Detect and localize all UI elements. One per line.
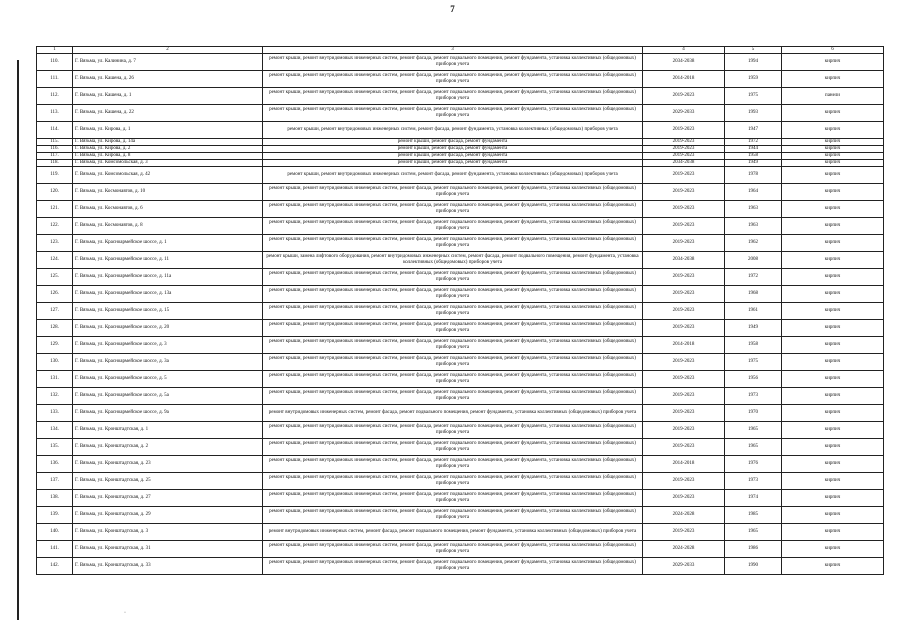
row-number: 124. bbox=[37, 252, 73, 269]
table-row bbox=[37, 122, 884, 139]
wall-material-cell: кирпич bbox=[782, 507, 884, 524]
row-number: 125. bbox=[37, 269, 73, 286]
build-year-cell: 1970 bbox=[725, 405, 782, 422]
table-row bbox=[37, 320, 884, 337]
address-cell: Г. Вязьма, ул. Красноармейское шоссе, д. 5 bbox=[73, 371, 263, 388]
repair-period-cell: 2019-2023 bbox=[643, 439, 725, 456]
address-cell: Г. Вязьма, ул. Кронштадтская, д. 3 bbox=[73, 524, 263, 541]
table-row bbox=[37, 354, 884, 371]
table-row bbox=[37, 201, 884, 218]
wall-material-cell: кирпич bbox=[782, 490, 884, 507]
wall-material-cell: кирпич bbox=[782, 184, 884, 201]
work-list-cell: ремонт крыши, ремонт внутридомовых инженерных систем, ремонт фасада, ремонт подвального помещения, ремонт фундамента, установка коллективных (общедомовых) приборов учета bbox=[263, 71, 643, 88]
table-row bbox=[37, 235, 884, 252]
table-row bbox=[37, 371, 884, 388]
build-year-cell: 1972 bbox=[725, 139, 782, 146]
address-cell: Г. Вязьма, ул. Кронштадтская, д. 33 bbox=[73, 558, 263, 575]
address-cell: Г. Вязьма, ул. Кирова, д. 8 bbox=[73, 153, 263, 160]
wall-material-cell: кирпич bbox=[782, 303, 884, 320]
table-row bbox=[37, 160, 884, 167]
table-row bbox=[37, 388, 884, 405]
build-year-cell: 1986 bbox=[725, 541, 782, 558]
table-row bbox=[37, 490, 884, 507]
row-number: 129. bbox=[37, 337, 73, 354]
table-row bbox=[37, 558, 884, 575]
build-year-cell: 1985 bbox=[725, 507, 782, 524]
build-year-cell: 1978 bbox=[725, 167, 782, 184]
repair-period-cell: 2019-2023 bbox=[643, 422, 725, 439]
address-cell: Г. Вязьма, ул. Комсомольская, д. 42 bbox=[73, 167, 263, 184]
work-list-cell: ремонт крыши, ремонт внутридомовых инженерных систем, ремонт фасада, ремонт подвального помещения, ремонт фундамента, установка коллективных (общедомовых) приборов учета bbox=[263, 286, 643, 303]
row-number: 141. bbox=[37, 541, 73, 558]
build-year-cell: 1962 bbox=[725, 235, 782, 252]
work-list-cell: ремонт крыши, ремонт внутридомовых инженерных систем, ремонт фасада, ремонт подвального помещения, ремонт фундамента, установка коллективных (общедомовых) приборов учета bbox=[263, 320, 643, 337]
row-number: 120. bbox=[37, 184, 73, 201]
work-list-cell: ремонт крыши, ремонт внутридомовых инженерных систем, ремонт фасада, ремонт подвального помещения, ремонт фундамента, установка коллективных (общедомовых) приборов учета bbox=[263, 473, 643, 490]
wall-material-cell: кирпич bbox=[782, 122, 884, 139]
address-cell: Г. Вязьма, ул. Красноармейское шоссе, д. 15 bbox=[73, 303, 263, 320]
row-number: 123. bbox=[37, 235, 73, 252]
repair-period-cell: 2029-2033 bbox=[643, 105, 725, 122]
build-year-cell: 1949 bbox=[725, 320, 782, 337]
address-cell: Г. Вязьма, ул. Космонавтов, д. 6 bbox=[73, 201, 263, 218]
build-year-cell: 1974 bbox=[725, 490, 782, 507]
stray-mark: · bbox=[124, 610, 126, 616]
table-row bbox=[37, 88, 884, 105]
address-cell: Г. Вязьма, ул. Комсомольская, д. 3 bbox=[73, 160, 263, 167]
table-row bbox=[37, 71, 884, 88]
repair-period-cell: 2019-2023 bbox=[643, 88, 725, 105]
work-list-cell: ремонт крыши, ремонт внутридомовых инженерных систем, ремонт фасада, ремонт подвального помещения, ремонт фундамента, установка коллективных (общедомовых) приборов учета bbox=[263, 507, 643, 524]
wall-material-cell: кирпич bbox=[782, 153, 884, 160]
build-year-cell: 1947 bbox=[725, 122, 782, 139]
address-cell: Г. Вязьма, ул. Кронштадтская, д. 29 bbox=[73, 507, 263, 524]
build-year-cell: 1965 bbox=[725, 439, 782, 456]
row-number: 136. bbox=[37, 456, 73, 473]
build-year-cell: 1973 bbox=[725, 388, 782, 405]
repair-period-cell: 2019-2023 bbox=[643, 167, 725, 184]
row-number: 112. bbox=[37, 88, 73, 105]
build-year-cell: 1958 bbox=[725, 153, 782, 160]
work-list-cell: ремонт крыши, ремонт внутридомовых инженерных систем, ремонт фасада, ремонт подвального помещения, ремонт фундамента, установка коллективных (общедомовых) приборов учета bbox=[263, 354, 643, 371]
build-year-cell: 1975 bbox=[725, 354, 782, 371]
row-number: 140. bbox=[37, 524, 73, 541]
wall-material-cell: кирпич bbox=[782, 160, 884, 167]
address-cell: Г. Вязьма, ул. Космонавтов, д. 8 bbox=[73, 218, 263, 235]
wall-material-cell: кирпич bbox=[782, 252, 884, 269]
table-body bbox=[37, 54, 884, 575]
build-year-cell: 1963 bbox=[725, 218, 782, 235]
repair-period-cell: 2019-2023 bbox=[643, 139, 725, 146]
table-row bbox=[37, 167, 884, 184]
wall-material-cell: кирпич bbox=[782, 456, 884, 473]
row-number: 111. bbox=[37, 71, 73, 88]
table-row bbox=[37, 541, 884, 558]
build-year-cell: 1956 bbox=[725, 371, 782, 388]
row-number: 119. bbox=[37, 167, 73, 184]
repair-period-cell: 2034-2038 bbox=[643, 160, 725, 167]
wall-material-cell: кирпич bbox=[782, 218, 884, 235]
wall-material-cell: кирпич bbox=[782, 371, 884, 388]
work-list-cell: ремонт внутридомовых инженерных систем, ремонт фасада, ремонт подвального помещения, ремонт фундамента, установка коллективных (общедомовых) приборов учета bbox=[263, 405, 643, 422]
wall-material-cell: кирпич bbox=[782, 354, 884, 371]
row-number: 121. bbox=[37, 201, 73, 218]
repair-period-cell: 2019-2023 bbox=[643, 153, 725, 160]
address-cell: Г. Вязьма, ул. Красноармейское шоссе, д. 20 bbox=[73, 320, 263, 337]
table-row bbox=[37, 286, 884, 303]
build-year-cell: 1973 bbox=[725, 473, 782, 490]
table-row bbox=[37, 218, 884, 235]
work-list-cell: ремонт крыши, ремонт внутридомовых инженерных систем, ремонт фасада, ремонт подвального помещения, ремонт фундамента, установка коллективных (общедомовых) приборов учета bbox=[263, 558, 643, 575]
table-row bbox=[37, 439, 884, 456]
wall-material-cell: кирпич bbox=[782, 105, 884, 122]
repair-period-cell: 2019-2023 bbox=[643, 473, 725, 490]
build-year-cell: 1965 bbox=[725, 524, 782, 541]
build-year-cell: 1993 bbox=[725, 105, 782, 122]
table-row bbox=[37, 184, 884, 201]
row-number: 128. bbox=[37, 320, 73, 337]
work-list-cell: ремонт крыши, ремонт внутридомовых инженерных систем, ремонт фасада, ремонт подвального помещения, ремонт фундамента, установка коллективных (общедомовых) приборов учета bbox=[263, 218, 643, 235]
repair-period-cell: 2019-2023 bbox=[643, 320, 725, 337]
work-list-cell: ремонт крыши, ремонт фасада, ремонт фундамента bbox=[263, 153, 643, 160]
column-header: 5 bbox=[725, 47, 782, 54]
column-header: 6 bbox=[782, 47, 884, 54]
work-list-cell: ремонт крыши, ремонт фасада, ремонт фундамента bbox=[263, 146, 643, 153]
column-header: 2 bbox=[73, 47, 263, 54]
address-cell: Г. Вязьма, ул. Кронштадтская, д. 31 bbox=[73, 541, 263, 558]
work-list-cell: ремонт крыши, ремонт внутридомовых инженерных систем, ремонт фасада, ремонт подвального помещения, ремонт фундамента, установка коллективных (общедомовых) приборов учета bbox=[263, 88, 643, 105]
build-year-cell: 1972 bbox=[725, 269, 782, 286]
wall-material-cell: кирпич bbox=[782, 201, 884, 218]
build-year-cell: 1959 bbox=[725, 71, 782, 88]
table-row bbox=[37, 405, 884, 422]
build-year-cell: 1961 bbox=[725, 303, 782, 320]
address-cell: Г. Вязьма, ул. Кронштадтская, д. 2 bbox=[73, 439, 263, 456]
work-list-cell: ремонт крыши, ремонт внутридомовых инженерных систем, ремонт фасада, ремонт подвального помещения, ремонт фундамента, установка коллективных (общедомовых) приборов учета bbox=[263, 541, 643, 558]
address-cell: Г. Вязьма, ул. Кашена, д. 26 bbox=[73, 71, 263, 88]
work-list-cell: ремонт крыши, ремонт внутридомовых инженерных систем, ремонт фасада, ремонт подвального помещения, ремонт фундамента, установка коллективных (общедомовых) приборов учета bbox=[263, 184, 643, 201]
table-row bbox=[37, 153, 884, 160]
work-list-cell: ремонт крыши, ремонт внутридомовых инженерных систем, ремонт фасада, ремонт подвального помещения, ремонт фундамента, установка коллективных (общедомовых) приборов учета bbox=[263, 303, 643, 320]
wall-material-cell: кирпич bbox=[782, 269, 884, 286]
build-year-cell: 1990 bbox=[725, 558, 782, 575]
table-row bbox=[37, 524, 884, 541]
build-year-cell: 1994 bbox=[725, 54, 782, 71]
repair-period-cell: 2024-2028 bbox=[643, 507, 725, 524]
row-number: 114. bbox=[37, 122, 73, 139]
table-row bbox=[37, 422, 884, 439]
address-cell: Г. Вязьма, ул. Красноармейское шоссе, д. 13а bbox=[73, 286, 263, 303]
housing-repair-table bbox=[36, 46, 884, 575]
row-number: 127. bbox=[37, 303, 73, 320]
row-number: 130. bbox=[37, 354, 73, 371]
wall-material-cell: кирпич bbox=[782, 405, 884, 422]
wall-material-cell: кирпич bbox=[782, 286, 884, 303]
row-number: 142. bbox=[37, 558, 73, 575]
column-header: 4 bbox=[643, 47, 725, 54]
repair-period-cell: 2019-2023 bbox=[643, 269, 725, 286]
wall-material-cell: кирпич bbox=[782, 337, 884, 354]
repair-period-cell: 2019-2023 bbox=[643, 146, 725, 153]
page-number: 7 bbox=[450, 4, 455, 14]
row-number: 135. bbox=[37, 439, 73, 456]
address-cell: Г. Вязьма, ул. Космонавтов, д. 10 bbox=[73, 184, 263, 201]
table-row bbox=[37, 54, 884, 71]
column-header: 3 bbox=[263, 47, 643, 54]
address-cell: Г. Вязьма, ул. Кашена, д. 1 bbox=[73, 88, 263, 105]
address-cell: Г. Вязьма, ул. Кирова, д. 2 bbox=[73, 146, 263, 153]
work-list-cell: ремонт крыши, ремонт внутридомовых инженерных систем, ремонт фасада, ремонт фундамента, установка коллективных (общедомовых) приборов учета bbox=[263, 122, 643, 139]
repair-period-cell: 2034-2038 bbox=[643, 54, 725, 71]
address-cell: Г. Вязьма, ул. Кашена, д. 22 bbox=[73, 105, 263, 122]
row-number: 118. bbox=[37, 160, 73, 167]
address-cell: Г. Вязьма, ул. Красноармейское шоссе, д. 9а bbox=[73, 405, 263, 422]
build-year-cell: 1949 bbox=[725, 160, 782, 167]
work-list-cell: ремонт крыши, замена лифтового оборудования, ремонт внутридомовых инженерных систем, ремонт фасада, ремонт подвального помещения, ремонт фундамента, установка коллективных (общедомовых) приборов учета bbox=[263, 252, 643, 269]
row-number: 131. bbox=[37, 371, 73, 388]
wall-material-cell: кирпич bbox=[782, 235, 884, 252]
address-cell: Г. Вязьма, ул. Красноармейское шоссе, д. 3 bbox=[73, 337, 263, 354]
row-number: 110. bbox=[37, 54, 73, 71]
repair-period-cell: 2019-2023 bbox=[643, 286, 725, 303]
row-number: 134. bbox=[37, 422, 73, 439]
wall-material-cell: кирпич bbox=[782, 167, 884, 184]
work-list-cell: ремонт крыши, ремонт внутридомовых инженерных систем, ремонт фасада, ремонт фундамента, установка коллективных (общедомовых) приборов учета bbox=[263, 167, 643, 184]
address-cell: Г. Вязьма, ул. Красноармейское шоссе, д. 3а bbox=[73, 354, 263, 371]
wall-material-cell: кирпич bbox=[782, 388, 884, 405]
repair-period-cell: 2014-2018 bbox=[643, 337, 725, 354]
wall-material-cell: кирпич bbox=[782, 146, 884, 153]
work-list-cell: ремонт крыши, ремонт внутридомовых инженерных систем, ремонт фасада, ремонт подвального помещения, ремонт фундамента, установка коллективных (общедомовых) приборов учета bbox=[263, 105, 643, 122]
build-year-cell: 1964 bbox=[725, 184, 782, 201]
work-list-cell: ремонт внутридомовых инженерных систем, ремонт фасада, ремонт подвального помещения, ремонт фундамента, установка коллективных (общедомовых) приборов учета bbox=[263, 524, 643, 541]
build-year-cell: 2008 bbox=[725, 252, 782, 269]
table-row bbox=[37, 507, 884, 524]
address-cell: Г. Вязьма, ул. Кронштадтская, д. 27 bbox=[73, 490, 263, 507]
repair-period-cell: 2019-2023 bbox=[643, 490, 725, 507]
build-year-cell: 1976 bbox=[725, 456, 782, 473]
row-number: 137. bbox=[37, 473, 73, 490]
address-cell: Г. Вязьма, ул. Красноармейское шоссе, д. 11 bbox=[73, 252, 263, 269]
repair-period-cell: 2019-2023 bbox=[643, 184, 725, 201]
table-row bbox=[37, 105, 884, 122]
address-cell: Г. Вязьма, ул. Красноармейское шоссе, д. 1 bbox=[73, 235, 263, 252]
table-row bbox=[37, 139, 884, 146]
row-number: 116. bbox=[37, 146, 73, 153]
table-row bbox=[37, 252, 884, 269]
table-row bbox=[37, 269, 884, 286]
wall-material-cell: кирпич bbox=[782, 473, 884, 490]
build-year-cell: 1975 bbox=[725, 88, 782, 105]
repair-period-cell: 2019-2023 bbox=[643, 122, 725, 139]
address-cell: Г. Вязьма, ул. Кирова, д. 1 bbox=[73, 122, 263, 139]
column-number-row bbox=[37, 47, 884, 54]
repair-period-cell: 2019-2023 bbox=[643, 371, 725, 388]
repair-period-cell: 2019-2023 bbox=[643, 388, 725, 405]
repair-period-cell: 2019-2023 bbox=[643, 303, 725, 320]
repair-period-cell: 2024-2028 bbox=[643, 541, 725, 558]
row-number: 113. bbox=[37, 105, 73, 122]
row-number: 122. bbox=[37, 218, 73, 235]
row-number: 138. bbox=[37, 490, 73, 507]
work-list-cell: ремонт крыши, ремонт внутридомовых инженерных систем, ремонт фасада, ремонт подвального помещения, ремонт фундамента, установка коллективных (общедомовых) приборов учета bbox=[263, 439, 643, 456]
address-cell: Г. Вязьма, ул. Красноармейское шоссе, д. 11а bbox=[73, 269, 263, 286]
wall-material-cell: кирпич bbox=[782, 422, 884, 439]
wall-material-cell: кирпич bbox=[782, 524, 884, 541]
work-list-cell: ремонт крыши, ремонт внутридомовых инженерных систем, ремонт фасада, ремонт подвального помещения, ремонт фундамента, установка коллективных (общедомовых) приборов учета bbox=[263, 201, 643, 218]
work-list-cell: ремонт крыши, ремонт внутридомовых инженерных систем, ремонт фасада, ремонт подвального помещения, ремонт фундамента, установка коллективных (общедомовых) приборов учета bbox=[263, 490, 643, 507]
work-list-cell: ремонт крыши, ремонт внутридомовых инженерных систем, ремонт фасада, ремонт подвального помещения, ремонт фундамента, установка коллективных (общедомовых) приборов учета bbox=[263, 456, 643, 473]
table-row bbox=[37, 337, 884, 354]
repair-period-cell: 2019-2023 bbox=[643, 405, 725, 422]
wall-material-cell: панели bbox=[782, 88, 884, 105]
work-list-cell: ремонт крыши, ремонт внутридомовых инженерных систем, ремонт фасада, ремонт подвального помещения, ремонт фундамента, установка коллективных (общедомовых) приборов учета bbox=[263, 235, 643, 252]
table-row bbox=[37, 303, 884, 320]
work-list-cell: ремонт крыши, ремонт фасада, ремонт фундамента bbox=[263, 139, 643, 146]
repair-period-cell: 2019-2023 bbox=[643, 524, 725, 541]
wall-material-cell: кирпич bbox=[782, 439, 884, 456]
work-list-cell: ремонт крыши, ремонт внутридомовых инженерных систем, ремонт фасада, ремонт подвального помещения, ремонт фундамента, установка коллективных (общедомовых) приборов учета bbox=[263, 337, 643, 354]
repair-period-cell: 2019-2023 bbox=[643, 235, 725, 252]
work-list-cell: ремонт крыши, ремонт внутридомовых инженерных систем, ремонт фасада, ремонт подвального помещения, ремонт фундамента, установка коллективных (общедомовых) приборов учета bbox=[263, 54, 643, 71]
repair-period-cell: 2019-2023 bbox=[643, 201, 725, 218]
build-year-cell: 1968 bbox=[725, 286, 782, 303]
table-row bbox=[37, 456, 884, 473]
wall-material-cell: кирпич bbox=[782, 139, 884, 146]
work-list-cell: ремонт крыши, ремонт внутридомовых инженерных систем, ремонт фасада, ремонт подвального помещения, ремонт фундамента, установка коллективных (общедомовых) приборов учета bbox=[263, 422, 643, 439]
page-margin-line bbox=[17, 60, 19, 620]
build-year-cell: 1944 bbox=[725, 146, 782, 153]
repair-period-cell: 2029-2033 bbox=[643, 558, 725, 575]
build-year-cell: 1958 bbox=[725, 337, 782, 354]
row-number: 132. bbox=[37, 388, 73, 405]
address-cell: Г. Вязьма, ул. Кронштадтская, д. 23 bbox=[73, 456, 263, 473]
repair-period-cell: 2019-2023 bbox=[643, 354, 725, 371]
work-list-cell: ремонт крыши, ремонт фасада, ремонт фундамента bbox=[263, 160, 643, 167]
work-list-cell: ремонт крыши, ремонт внутридомовых инженерных систем, ремонт фасада, ремонт подвального помещения, ремонт фундамента, установка коллективных (общедомовых) приборов учета bbox=[263, 371, 643, 388]
repair-period-cell: 2014-2018 bbox=[643, 71, 725, 88]
wall-material-cell: кирпич bbox=[782, 541, 884, 558]
wall-material-cell: кирпич bbox=[782, 320, 884, 337]
row-number: 117. bbox=[37, 153, 73, 160]
address-cell: Г. Вязьма, ул. Калинина, д. 7 bbox=[73, 54, 263, 71]
repair-period-cell: 2014-2018 bbox=[643, 456, 725, 473]
build-year-cell: 1963 bbox=[725, 201, 782, 218]
row-number: 133. bbox=[37, 405, 73, 422]
address-cell: Г. Вязьма, ул. Кирова, д. 14а bbox=[73, 139, 263, 146]
address-cell: Г. Вязьма, ул. Кронштадтская, д. 1 bbox=[73, 422, 263, 439]
repair-period-cell: 2019-2023 bbox=[643, 218, 725, 235]
address-cell: Г. Вязьма, ул. Красноармейское шоссе, д. 5а bbox=[73, 388, 263, 405]
work-list-cell: ремонт крыши, ремонт внутридомовых инженерных систем, ремонт фасада, ремонт подвального помещения, ремонт фундамента, установка коллективных (общедомовых) приборов учета bbox=[263, 269, 643, 286]
work-list-cell: ремонт крыши, ремонт внутридомовых инженерных систем, ремонт фасада, ремонт подвального помещения, ремонт фундамента, установка коллективных (общедомовых) приборов учета bbox=[263, 388, 643, 405]
table-row bbox=[37, 146, 884, 153]
wall-material-cell: кирпич bbox=[782, 54, 884, 71]
row-number: 139. bbox=[37, 507, 73, 524]
wall-material-cell: кирпич bbox=[782, 71, 884, 88]
column-header: 1 bbox=[37, 47, 73, 54]
row-number: 126. bbox=[37, 286, 73, 303]
repair-period-cell: 2034-2038 bbox=[643, 252, 725, 269]
address-cell: Г. Вязьма, ул. Кронштадтская, д. 25 bbox=[73, 473, 263, 490]
row-number: 115. bbox=[37, 139, 73, 146]
table-row bbox=[37, 473, 884, 490]
wall-material-cell: кирпич bbox=[782, 558, 884, 575]
build-year-cell: 1965 bbox=[725, 422, 782, 439]
